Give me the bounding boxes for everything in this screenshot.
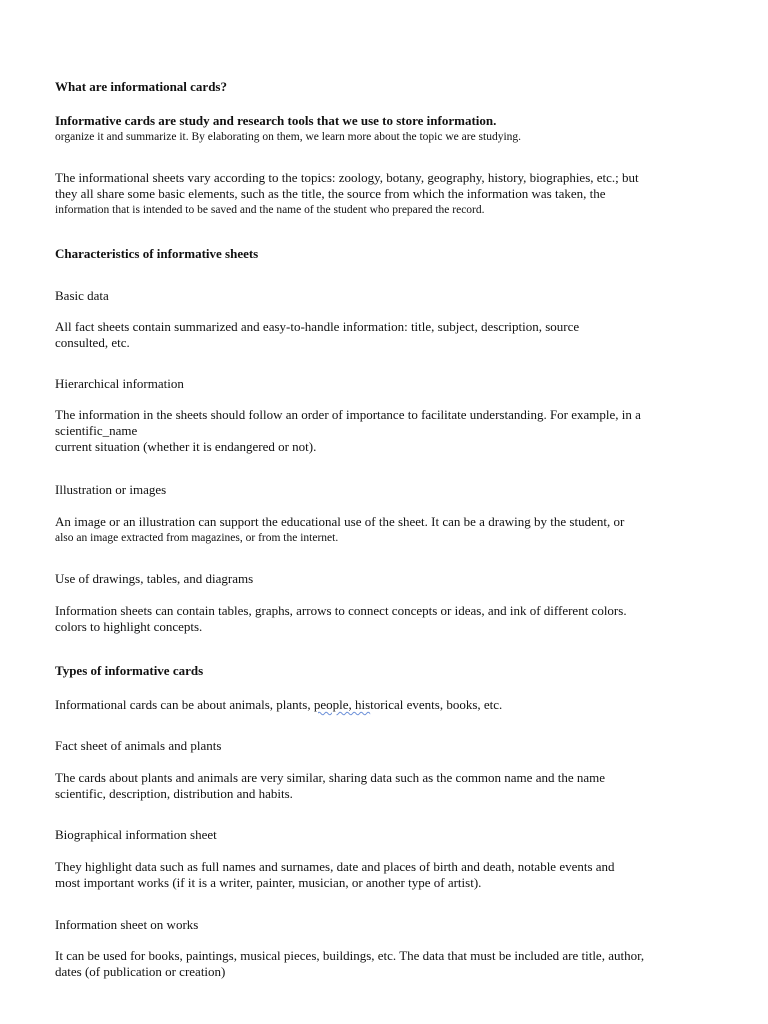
subheading-basic-data: Basic data	[55, 288, 109, 303]
intro-rest-line: organize it and summarize it. By elaborating on them, we learn more about the topic we are studying.	[55, 131, 522, 143]
works-line-2: dates (of publication or creation)	[55, 964, 226, 979]
hierarchical-line-2: scientific_name	[55, 423, 138, 438]
subheading-hierarchical: Hierarchical information	[55, 376, 184, 391]
hierarchical-line-3: current situation (whether it is endangered or not).	[55, 439, 317, 454]
illustration-line-2: also an image extracted from magazines, or from the internet.	[55, 532, 339, 544]
topics-line-1: The informational sheets vary according to the topics: zoology, botany, geography, history, biographies, etc.; but	[55, 170, 639, 185]
drawings-line-2: colors to highlight concepts.	[55, 619, 203, 634]
biographical-line-2: most important works (if it is a writer, painter, musician, or another type of artist).	[55, 875, 482, 890]
types-paragraph	[55, 697, 695, 713]
topics-paragraph	[55, 170, 695, 218]
biographical-paragraph	[55, 859, 695, 891]
subheading-drawings: Use of drawings, tables, and diagrams	[55, 571, 254, 586]
basic-data-line-1: All fact sheets contain summarized and easy-to-handle information: title, subject, description, source	[55, 319, 580, 334]
works-paragraph	[55, 948, 695, 980]
animals-plants-line-2: scientific, description, distribution and habits.	[55, 786, 293, 801]
heading-types: Types of informative cards	[55, 663, 204, 678]
drawings-paragraph	[55, 603, 695, 635]
drawings-line-1: Information sheets can contain tables, graphs, arrows to connect concepts or ideas, and ink of different colors.	[55, 603, 627, 618]
heading-characteristics: Characteristics of informative sheets	[55, 246, 259, 261]
subheading-works: Information sheet on works	[55, 917, 199, 932]
types-text-before: Informational cards can be about animals, plants,	[55, 697, 314, 712]
intro-paragraph	[55, 113, 695, 145]
hierarchical-line-1: The information in the sheets should follow an order of importance to facilitate understanding. For example, in a	[55, 407, 641, 422]
subheading-animals-plants: Fact sheet of animals and plants	[55, 738, 222, 753]
heading-what-are-cards: What are informational cards?	[55, 79, 227, 94]
topics-line-2: they all share some basic elements, such as the title, the source from which the information was taken, the	[55, 186, 606, 201]
hierarchical-paragraph	[55, 407, 695, 455]
illustration-line-1: An image or an illustration can support the educational use of the sheet. It can be a drawing by the student, or	[55, 514, 625, 529]
animals-plants-line-1: The cards about plants and animals are very similar, sharing data such as the common name and the name	[55, 770, 605, 785]
intro-bold-line: Informative cards are study and research tools that we use to store information.	[55, 113, 497, 128]
subheading-biographical: Biographical information sheet	[55, 827, 217, 842]
basic-data-paragraph	[55, 319, 695, 351]
biographical-line-1: They highlight data such as full names and surnames, date and places of birth and death, notable events and	[55, 859, 615, 874]
illustration-paragraph	[55, 514, 695, 546]
subheading-illustration: Illustration or images	[55, 482, 167, 497]
works-line-1: It can be used for books, paintings, musical pieces, buildings, etc. The data that must be included are title, author,	[55, 948, 645, 963]
spellcheck-underline: people, his	[313, 697, 371, 712]
basic-data-line-2: consulted, etc.	[55, 335, 130, 350]
animals-plants-paragraph	[55, 770, 695, 802]
types-text-after: torical events, books, etc.	[370, 697, 503, 712]
topics-line-3: information that is intended to be saved and the name of the student who prepared the record.	[55, 204, 485, 216]
types-line	[55, 697, 695, 713]
